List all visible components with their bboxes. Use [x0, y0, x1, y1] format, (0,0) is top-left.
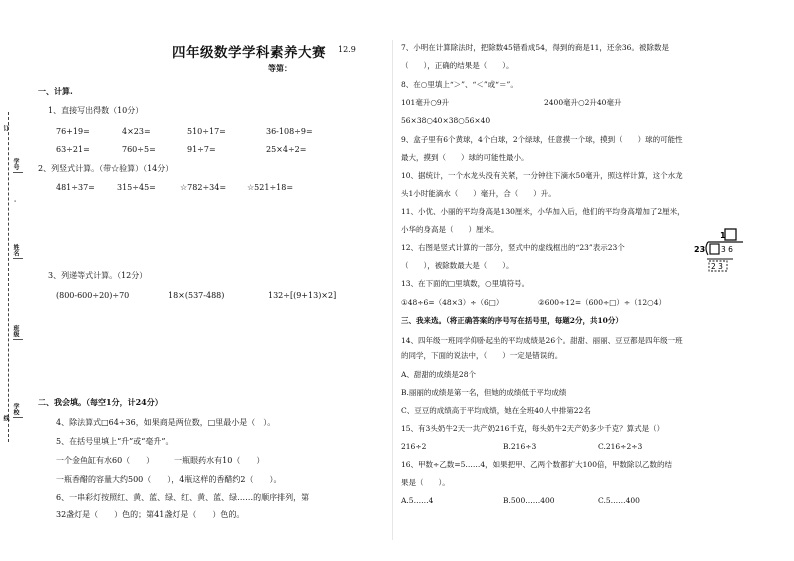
vertical-item: 481÷37=: [56, 183, 95, 192]
vertical-item: 315÷45=: [117, 183, 156, 192]
binding-underline: [13, 339, 23, 340]
oral-item: 36-108÷9=: [266, 127, 313, 136]
oral-item: 510÷17=: [187, 127, 226, 136]
question-12b: （ ），被除数最大是（ ）。: [401, 261, 514, 270]
stepwise-item: 132÷[(9+13)×2]: [268, 291, 337, 300]
question-7b: （ ），正确的结果是（ ）。: [401, 61, 514, 70]
binding-mark: ·: [11, 200, 18, 203]
long-division-figure: [693, 228, 745, 274]
question-11b: 小华的身高是（ ）厘米。: [401, 225, 499, 234]
question-6: 6、一串彩灯按照红、黄、蓝、绿、红、黄、蓝、绿……的顺序排列，第: [56, 493, 310, 502]
question-1: 1、直接写出得数（10分）: [48, 106, 144, 115]
question-5b: 一瓶香醋的容量大约500（ ），4瓶这样的香醋约2（ ）。: [56, 475, 282, 484]
option-14b: B.丽丽的成绩是第一名，但她的成绩低于平均成绩: [401, 388, 567, 397]
vertical-item: ☆782÷34=: [180, 183, 227, 192]
question-3: 3、列递等式计算。（12分）: [48, 271, 148, 280]
oral-item: 76+19=: [56, 127, 90, 136]
oral-item: 4×23=: [122, 127, 151, 136]
fig-quotient: 1: [720, 231, 726, 240]
binding-dashed-line: [8, 112, 9, 442]
section-3-heading: 三、我来选。（将正确答案的序号写在括号里，每题2分，共10分）: [401, 316, 623, 325]
oral-item: 91÷7=: [187, 145, 216, 154]
oral-item: 63÷21=: [56, 145, 90, 154]
question-8b: 2400毫升○2升40毫升: [544, 98, 622, 107]
question-13a: ①48÷6=（48×3）÷（6□）: [401, 298, 504, 307]
oral-item: 760÷5=: [122, 145, 156, 154]
question-9: 9、盒子里有6个黄球，4个白球，2个绿球，任意摸一个球，摸到（ ）球的可能性: [401, 135, 683, 144]
option-15c: C.216÷2÷3: [598, 442, 643, 451]
question-4: 4、除法算式□64÷36，如果商是两位数，□里最小是（ ）。: [56, 418, 276, 427]
stepwise-item: (800-600÷20)÷70: [56, 291, 130, 300]
question-8: 8、在○里填上“＞”、“＜”或“＝”。: [401, 80, 518, 89]
question-13b: ②600÷12=（600÷□）÷（12○4）: [538, 298, 666, 307]
oral-item: 25×4÷2=: [266, 145, 307, 154]
question-10: 10、据统计，一个水龙头没有关紧，一分钟往下滴水50毫升，照这样计算，这个水龙: [401, 171, 683, 180]
option-16b: B.500……400: [503, 496, 555, 505]
binding-underline: [13, 172, 23, 173]
question-13: 13、在下面的□里填数，○里填符号。: [401, 279, 530, 288]
fig-divisor: 23: [694, 245, 706, 254]
question-14b: 的同学，下面的说法中，（ ）一定是错误的。: [401, 351, 563, 360]
binding-seal-char: 订: [2, 125, 9, 131]
stepwise-item: 18×(537-488): [168, 291, 225, 300]
question-5a: 一个金鱼缸有水60（ ） 一瓶眼药水有10（ ）: [56, 456, 265, 465]
binding-label-student-id: 学号: [12, 158, 19, 170]
question-8a: 101毫升○9升: [401, 98, 450, 107]
question-14: 14、四年级一班同学仰卧起坐的平均成绩是26个。甜甜、丽丽、豆豆都是四年级一班: [401, 336, 683, 345]
section-2-heading: 二、我会填。（每空1分，计24分）: [38, 397, 163, 407]
binding-label-school: 学校: [12, 403, 19, 415]
binding-label-name: 姓名: [12, 244, 19, 256]
question-5: 5、在括号里填上“升”或“毫升”。: [56, 437, 174, 446]
question-16: 16、甲数÷乙数=5……4，如果把甲、乙两个数都扩大100倍，甲数除以乙数的结: [401, 460, 672, 469]
question-10b: 头1小时能滴水（ ）毫升，合（ ）升。: [401, 189, 556, 198]
question-6b: 32盏灯是（ ）色的；第41盏灯是（ ）色的。: [56, 510, 245, 519]
question-2: 2、列竖式计算。（带☆验算）（14分）: [38, 164, 174, 173]
exam-date: 12.9: [338, 45, 356, 54]
binding-underline: [13, 258, 23, 259]
fig-dividend: 3 6: [721, 245, 733, 254]
question-11: 11、小优、小丽的平均身高是130厘米，小华加入后，他们的平均身高增加了2厘米，: [401, 207, 685, 216]
question-8c: 56×38○40×38○56×40: [401, 116, 491, 125]
grade-label: 等第：: [268, 63, 292, 73]
question-12: 12、右图是竖式计算的一部分，竖式中的虚线框出的“23”表示23个: [401, 243, 625, 252]
binding-label-class: 班级: [12, 325, 19, 337]
column-divider: [392, 40, 393, 540]
binding-seal-char: 线: [2, 415, 9, 421]
option-14c: C、豆豆的成绩高于平均成绩，她在全班40人中排第22名: [401, 406, 591, 415]
fig-remainder: 2 3: [711, 262, 723, 271]
question-7: 7、小明在计算除法时，把除数45错看成54，得到的商是11，还余36。被除数是: [401, 43, 669, 52]
question-9b: 最大，摸到（ ）球的可能性最小。: [401, 153, 529, 162]
option-15a: 216÷2: [401, 442, 427, 451]
option-16c: C.5……400: [598, 496, 640, 505]
question-16b: 果是（ ）。: [401, 478, 450, 487]
page-title: 四年级数学学科素养大赛: [172, 45, 326, 61]
option-15b: B.216÷3: [503, 442, 537, 451]
binding-underline: [13, 417, 23, 418]
option-14a: A、甜甜的成绩是28个: [401, 370, 476, 379]
option-16a: A.5……4: [401, 496, 434, 505]
question-15: 15、有3头奶牛2天一共产奶216千克，每头奶牛2天产奶多少千克？算式是（）: [401, 424, 665, 433]
section-1-heading: 一、计算.: [38, 86, 73, 96]
vertical-item: ☆521÷18=: [247, 183, 294, 192]
